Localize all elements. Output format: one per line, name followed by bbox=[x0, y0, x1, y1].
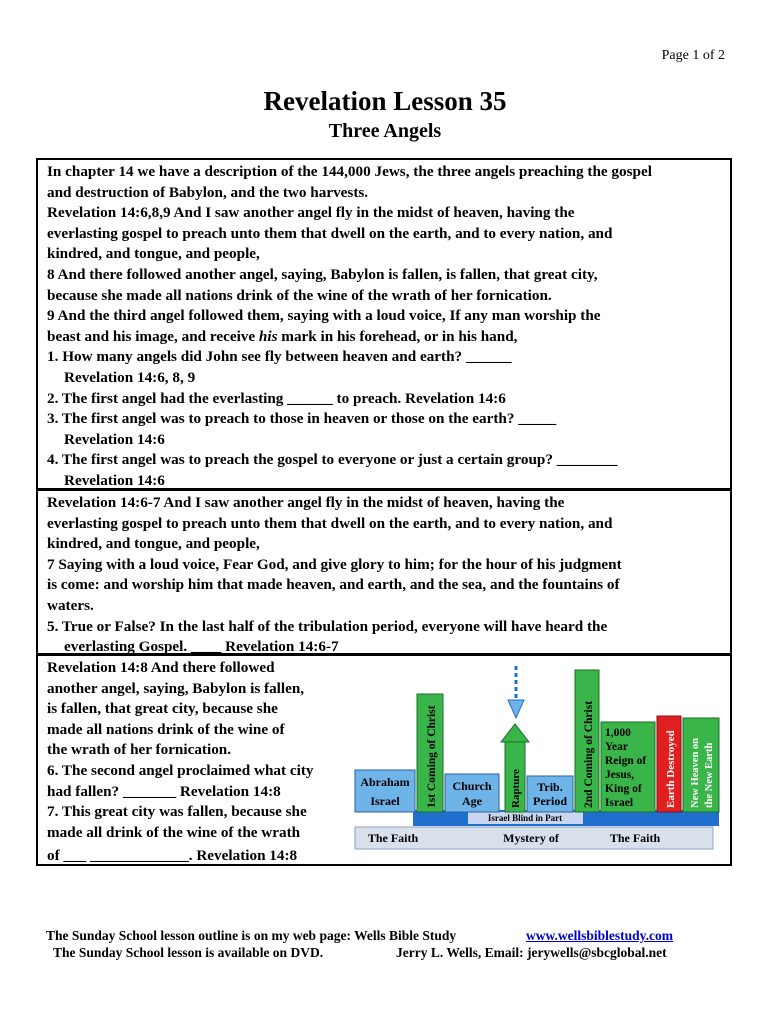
question-6-cont: had fallen? _______ Revelation 14:8 bbox=[47, 782, 281, 800]
text-line: Revelation 14:8 And there followed bbox=[47, 659, 275, 676]
question-7-end: of ___ _____________. Revelation 14:8 bbox=[47, 847, 298, 865]
rapture-label: Rapture bbox=[510, 769, 522, 808]
text-line: made all nations drink of the wine of bbox=[47, 720, 285, 738]
first-coming-label: 1st Coming of Christ bbox=[426, 705, 438, 808]
reign-line: Jesus, bbox=[605, 769, 635, 781]
text-line: because she made all nations drink of the wine of the wrath of her fornication. bbox=[47, 286, 552, 304]
rapture-arrow-icon bbox=[501, 724, 529, 742]
reign-line: Reign of bbox=[605, 755, 647, 767]
website-link[interactable]: www.wellsbiblestudy.com bbox=[526, 928, 674, 943]
text-line: the wrath of her fornication. bbox=[47, 741, 232, 759]
trib-label: Trib. bbox=[537, 780, 563, 794]
text-line: Revelation 14:6,8,9 And I saw another angel fly in the midst of heaven, having the bbox=[47, 204, 575, 222]
second-coming-label: 2nd Coming of Christ bbox=[583, 700, 595, 808]
text-line: and destruction of Babylon, and the two harvests. bbox=[47, 183, 369, 201]
italic-word: his bbox=[258, 327, 278, 345]
question-1: 1. How many angels did John see fly between heaven and earth? ______ bbox=[47, 348, 512, 366]
mystery-label: Mystery of bbox=[503, 831, 559, 845]
footer-dvd-text: The Sunday School lesson is available on DVD. bbox=[53, 945, 324, 960]
question-2: 2. The first angel had the everlasting ______ to preach. Revelation 14:6 bbox=[47, 389, 506, 407]
footer-author: Jerry L. Wells, Email: jerywells@sbcglobal.net bbox=[396, 945, 667, 960]
lesson-subtitle: Three Angels bbox=[328, 120, 442, 142]
descent-arrow-icon bbox=[508, 700, 524, 718]
question-6: 6. The second angel proclaimed what city bbox=[47, 761, 314, 779]
question-1-ref: Revelation 14:6, 8, 9 bbox=[64, 368, 196, 386]
timeline-diagram bbox=[353, 662, 723, 860]
question-7: 7. This great city was fallen, because she bbox=[47, 803, 307, 821]
reign-line: 1,000 bbox=[605, 727, 631, 739]
text-line bbox=[47, 327, 722, 348]
reign-line: Year bbox=[605, 741, 628, 753]
text-line: kindred, and tongue, and people, bbox=[47, 245, 260, 263]
question-5-cont: everlasting Gospel. ____ Revelation 14:6-7 bbox=[64, 638, 339, 656]
lesson-title: Revelation Lesson 35 bbox=[263, 86, 507, 116]
question-3: 3. The first angel was to preach to those in heaven or those on the earth? _____ bbox=[47, 410, 557, 428]
text-line: 8 And there followed another angel, saying, Babylon is fallen, is fallen, that great city, bbox=[47, 265, 598, 283]
text-line: is come: and worship him that made heaven, and earth, and the sea, and the fountains of bbox=[47, 576, 620, 594]
question-3-ref: Revelation 14:6 bbox=[64, 430, 165, 448]
text-line: 9 And the third angel followed them, saying with a loud voice, If any man worship the bbox=[47, 307, 601, 325]
text-line: In chapter 14 we have a description of the 144,000 Jews, the three angels preaching the gospel bbox=[47, 163, 652, 180]
text-line: waters. bbox=[47, 596, 94, 614]
reign-line: Israel bbox=[605, 797, 634, 809]
text-line: is fallen, that great city, because she bbox=[47, 700, 278, 718]
question-5: 5. True or False? In the last half of the tribulation period, everyone will have heard the bbox=[47, 617, 608, 635]
text-line: everlasting gospel to preach unto them that dwell on the earth, and to every nation, and bbox=[47, 224, 613, 242]
text-line: another angel, saying, Babylon is fallen, bbox=[47, 679, 305, 697]
the-faith-left-label: The Faith bbox=[367, 831, 419, 845]
text-line: Revelation 14:6-7 And I saw another angel fly in the midst of heaven, having the bbox=[47, 494, 565, 511]
age-label: Age bbox=[462, 794, 482, 808]
new-heaven-label-1: New Heaven on bbox=[690, 738, 701, 808]
new-heaven-label-2: the New Earth bbox=[704, 742, 715, 808]
question-4: 4. The first angel was to preach the gospel to everyone or just a certain group? ________ bbox=[47, 451, 618, 469]
question-4-ref: Revelation 14:6 bbox=[64, 471, 165, 489]
text-line: everlasting gospel to preach unto them that dwell on the earth, and to every nation, and bbox=[47, 514, 613, 532]
israel-blind-label: Israel Blind in Part bbox=[487, 813, 563, 823]
israel-label: Israel bbox=[370, 794, 400, 808]
earth-destroyed-label: Earth Destroyed bbox=[665, 730, 677, 808]
page-number: Page 1 of 2 bbox=[661, 48, 725, 63]
scripture-box-2 bbox=[36, 489, 732, 655]
period-label: Period bbox=[533, 794, 567, 808]
church-label: Church bbox=[452, 779, 492, 793]
question-7-cont: made all drink of the wine of the wrath bbox=[47, 823, 301, 841]
text-line: kindred, and tongue, and people, bbox=[47, 535, 260, 553]
the-faith-right-label: The Faith bbox=[609, 831, 661, 845]
footer-outline-text: The Sunday School lesson outline is on my web page: Wells Bible Study bbox=[46, 928, 457, 943]
text-line: 7 Saying with a loud voice, Fear God, and give glory to him; for the hour of his judgment bbox=[47, 555, 622, 573]
scripture-box-1 bbox=[36, 158, 732, 490]
abraham-label: Abraham bbox=[360, 775, 410, 789]
text-fragment: mark in his forehead, or in his hand, bbox=[277, 327, 518, 345]
text-fragment: beast and his image, and receive bbox=[47, 327, 259, 345]
reign-line: King of bbox=[605, 783, 642, 795]
